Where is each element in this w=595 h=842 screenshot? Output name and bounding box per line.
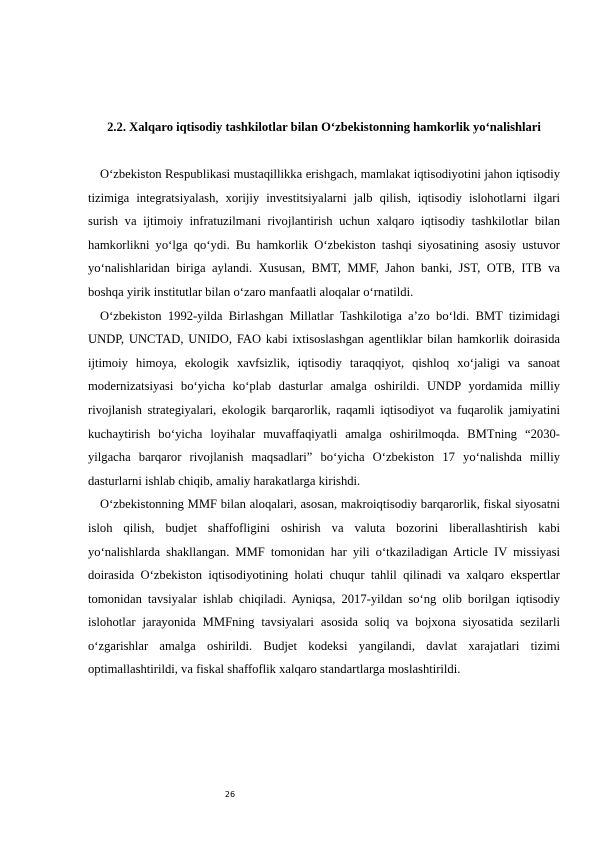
section-heading: 2.2. Xalqaro iqtisodiy tashkilotlar bilan O‘zbekistonning hamkorlik yo‘nalishlari <box>107 120 541 134</box>
paragraph-2: O‘zbekiston 1992-yilda Birlashgan Millatlar Tashkilotiga a’zo bo‘ldi. BMT tizimidagi UNDP, UNCTAD, UNIDO, FAO kabi ixtisoslashgan agentliklar bilan hamkorlik doirasida ijtimoiy himoya, ekologik xavfsizlik, iqtisodiy taraqqiyot, qishloq xo‘jaligi va sanoat modernizatsiyasi bo‘yicha ko‘plab dasturlar amalga oshirildi. UNDP yordamida milliy rivojlanish strategiyalari, ekologik barqarorlik, raqamli iqtisodiyot va fuqarolik jamiyatini kuchaytirish bo‘yicha loyihalar muvaffaqiyatli amalga oshirilmoqda. BMTning “2030-yilgacha barqaror rivojlanish maqsadlari” bo‘yicha O‘zbekiston 17 yo‘nalishda milliy dasturlarni ishlab chiqib, amaliy harakatlarga kirishdi. <box>88 308 560 488</box>
page-number: 26 <box>224 790 236 799</box>
paragraph-1: O‘zbekiston Respublikasi mustaqillikka erishgach, mamlakat iqtisodiyotini jahon iqtisodiy tizimiga integratsiyalash, xorijiy investitsiyalarni jalb qilish, iqtisodiy islohotlarni ilgari surish va ijtimoiy infratuzilmani rivojlantirish uchun xalqaro iqtisodiy tashkilotlar bilan hamkorlikni yo‘lga qo‘ydi. Bu hamkorlik O‘zbekiston tashqi siyosatining asosiy ustuvor yo‘nalishlaridan biriga aylandi. Xususan, BMT, MMF, Jahon banki, JST, OTB, ITB va boshqa yirik institutlar bilan o‘zaro manfaatli aloqalar o‘rnatildi. <box>88 167 560 299</box>
body-text <box>88 163 560 682</box>
paragraph-3: O‘zbekistonning MMF bilan aloqalari, asosan, makroiqtisodiy barqarorlik, fiskal siyosatni isloh qilish, budjet shaffofligini oshirish va valuta bozorini liberallashtirish kabi yo‘nalishlarda shakllangan. MMF tomonidan har yili o‘tkaziladigan Article IV missiyasi doirasida O‘zbekiston iqtisodiyotining holati chuqur tahlil qilinadi va xalqaro ekspertlar tomonidan tavsiyalar ishlab chiqiladi. Ayniqsa, 2017-yildan so‘ng olib borilgan iqtisodiy islohotlar jarayonida MMFning tavsiyalari asosida soliq va bojxona siyosatida sezilarli o‘zgarishlar amalga oshirildi. Budjet kodeksi yangilandi, davlat xarajatlari tizimi optimallashtirildi, va fiskal shaffoflik xalqaro standartlarga moslashtirildi. <box>88 497 560 677</box>
